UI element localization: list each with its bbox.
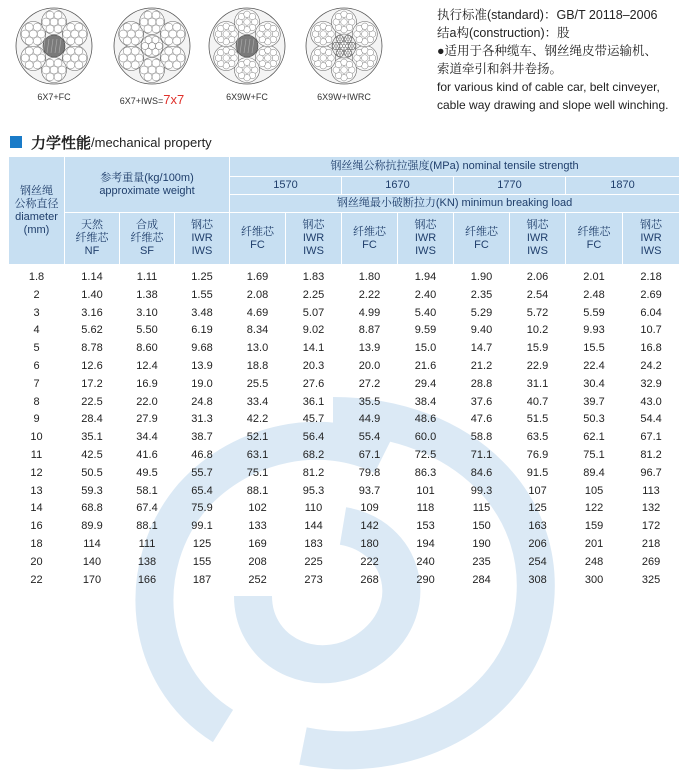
value-cell: 8.34	[246, 324, 269, 337]
table-row	[9, 572, 680, 590]
value-cell: 27.9	[136, 413, 158, 426]
value-cell: 125	[528, 502, 547, 515]
value-cell: 67.1	[358, 448, 381, 461]
table-row	[9, 305, 680, 323]
value-cell: 18.8	[246, 359, 269, 372]
value-cell: 71.1	[470, 448, 493, 461]
value-cell: 48.6	[414, 413, 437, 426]
value-cell: 68.8	[81, 502, 103, 515]
value-cell: 15.5	[583, 342, 605, 355]
value-cell: 43.0	[640, 395, 662, 408]
value-cell: 300	[584, 573, 604, 586]
value-cell: 76.9	[526, 448, 549, 461]
value-cell: 5.07	[302, 306, 325, 319]
value-cell: 6.04	[640, 306, 662, 319]
table-row	[9, 500, 680, 518]
rope-cross-section-icon	[207, 6, 287, 86]
value-cell: 65.4	[191, 484, 213, 497]
table-row	[9, 265, 680, 287]
value-cell: 142	[360, 520, 379, 533]
value-cell: 254	[528, 555, 547, 568]
value-cell: 12.4	[136, 359, 158, 372]
value-cell: 290	[416, 573, 435, 586]
value-cell: 60.0	[414, 431, 437, 444]
value-cell: 1.94	[414, 271, 437, 283]
value-cell: 24.2	[640, 359, 662, 372]
weight-col-iwr: 钢芯 IWR IWS	[175, 213, 230, 265]
value-cell: 153	[416, 520, 435, 533]
value-cell: 93.7	[358, 484, 381, 497]
value-cell: 27.6	[302, 377, 325, 390]
value-cell: 9.02	[302, 324, 325, 337]
value-cell: 42.2	[246, 413, 269, 426]
load-col-iwr: 钢芯 IWR IWS	[398, 213, 454, 265]
value-cell: 14.7	[470, 342, 493, 355]
value-cell: 58.8	[470, 431, 493, 444]
diameter-cell: 1.8	[28, 271, 45, 283]
diameter-header: 钢丝绳 公称直径 diameter (mm)	[9, 157, 65, 265]
table-row	[9, 554, 680, 572]
value-cell: 5.62	[81, 324, 103, 337]
value-cell: 50.3	[583, 413, 605, 426]
rope-cross-section-icon	[304, 6, 384, 86]
value-cell: 27.2	[358, 377, 381, 390]
value-cell: 99.1	[191, 520, 213, 533]
value-cell: 46.8	[191, 448, 213, 461]
value-cell: 38.4	[414, 395, 437, 408]
value-cell: 10.2	[526, 324, 549, 337]
value-cell: 114	[83, 537, 101, 550]
value-cell: 75.1	[583, 448, 605, 461]
weight-header: 参考重量(kg/100m) approximate weight	[65, 157, 230, 213]
value-cell: 325	[641, 573, 661, 586]
value-cell: 22.0	[136, 395, 158, 408]
value-cell: 81.2	[640, 448, 662, 461]
spec-standard: 执行标准(standard)：GB/T 20118–2006	[437, 8, 658, 22]
value-cell: 39.7	[583, 395, 605, 408]
table-header	[9, 157, 680, 265]
value-cell: 3.10	[136, 306, 158, 319]
value-cell: 16.8	[640, 342, 662, 355]
value-cell: 5.72	[526, 306, 549, 319]
diameter-cell: 20	[30, 555, 43, 568]
table-row	[9, 465, 680, 483]
value-cell: 4.69	[246, 306, 269, 319]
diagram-6x7-fc	[6, 6, 102, 102]
value-cell: 15.9	[526, 342, 549, 355]
mechanical-property-table	[8, 156, 679, 589]
value-cell: 51.5	[526, 413, 549, 426]
value-cell: 58.1	[136, 484, 158, 497]
spec-block	[437, 6, 682, 114]
table-row	[9, 429, 680, 447]
table-row	[9, 376, 680, 394]
value-cell: 50.5	[81, 466, 103, 479]
value-cell: 19.0	[191, 377, 213, 390]
spec-usage-en-2: cable way drawing and slope well winching.	[437, 98, 669, 112]
value-cell: 10.7	[640, 324, 662, 337]
value-cell: 235	[472, 555, 491, 568]
diameter-cell: 8	[33, 395, 40, 408]
grade-header: 1670	[342, 177, 454, 195]
strength-header: 钢丝绳公称抗拉强度(MPa) nominal tensile strength	[230, 157, 680, 177]
value-cell: 9.93	[583, 324, 605, 337]
grade-header: 1570	[230, 177, 342, 195]
value-cell: 52.1	[246, 431, 269, 444]
value-cell: 38.7	[191, 431, 213, 444]
value-cell: 159	[584, 520, 604, 533]
table-row	[9, 411, 680, 429]
value-cell: 68.2	[302, 448, 325, 461]
value-cell: 166	[137, 573, 157, 586]
value-cell: 16.9	[136, 377, 158, 390]
value-cell: 107	[528, 484, 547, 497]
value-cell: 81.2	[302, 466, 325, 479]
section-title-en: /mechanical property	[91, 134, 212, 150]
diagram-label: 6X7+FC	[37, 92, 71, 102]
value-cell: 2.08	[246, 288, 269, 301]
value-cell: 1.40	[81, 288, 103, 301]
value-cell: 22.9	[526, 359, 549, 372]
load-col-fc: 纤维芯 FC	[230, 213, 286, 265]
value-cell: 2.18	[640, 271, 662, 283]
load-col-iwr: 钢芯 IWR IWS	[623, 213, 680, 265]
value-cell: 183	[304, 537, 323, 550]
value-cell: 150	[472, 520, 491, 533]
diameter-cell: 7	[33, 377, 40, 390]
value-cell: 206	[528, 537, 547, 550]
value-cell: 102	[248, 502, 267, 515]
value-cell: 29.4	[414, 377, 437, 390]
value-cell: 2.48	[583, 288, 605, 301]
value-cell: 14.1	[302, 342, 325, 355]
value-cell: 13.0	[246, 342, 269, 355]
load-col-fc: 纤维芯 FC	[342, 213, 398, 265]
value-cell: 41.6	[136, 448, 158, 461]
value-cell: 169	[248, 537, 267, 550]
value-cell: 62.1	[583, 431, 605, 444]
value-cell: 84.6	[470, 466, 493, 479]
value-cell: 1.38	[136, 288, 158, 301]
table-row	[9, 483, 680, 501]
value-cell: 42.5	[81, 448, 103, 461]
value-cell: 125	[192, 537, 212, 550]
value-cell: 269	[641, 555, 661, 568]
grade-header: 1770	[454, 177, 566, 195]
value-cell: 20.3	[302, 359, 325, 372]
value-cell: 9.40	[470, 324, 493, 337]
subheader-row	[9, 213, 680, 265]
diagram-6x9w-fc	[199, 6, 295, 102]
value-cell: 140	[82, 555, 102, 568]
weight-col-nf: 天然 纤维芯 NF	[65, 213, 120, 265]
value-cell: 170	[82, 573, 102, 586]
load-col-iwr: 钢芯 IWR IWS	[510, 213, 566, 265]
value-cell: 35.1	[81, 431, 103, 444]
value-cell: 67.4	[136, 502, 158, 515]
value-cell: 3.16	[81, 306, 103, 319]
table-row	[9, 322, 680, 340]
value-cell: 17.2	[81, 377, 103, 390]
value-cell: 109	[360, 502, 379, 515]
value-cell: 21.6	[414, 359, 437, 372]
weight-col-sf: 合成 纤维芯 SF	[120, 213, 175, 265]
value-cell: 1.55	[191, 288, 213, 301]
value-cell: 12.6	[81, 359, 103, 372]
data-table	[8, 156, 680, 589]
rope-cross-section-icon	[112, 6, 192, 86]
value-cell: 22.4	[583, 359, 605, 372]
diameter-cell: 12	[30, 466, 43, 479]
value-cell: 132	[641, 502, 661, 515]
value-cell: 13.9	[191, 359, 213, 372]
diameter-cell: 3	[33, 306, 40, 319]
table-body	[9, 265, 680, 590]
value-cell: 1.83	[302, 271, 325, 283]
value-cell: 49.5	[136, 466, 158, 479]
diagram-6x9w-iwrc	[296, 6, 392, 102]
value-cell: 86.3	[414, 466, 437, 479]
value-cell: 4.99	[358, 306, 381, 319]
value-cell: 88.1	[246, 484, 269, 497]
value-cell: 248	[584, 555, 604, 568]
value-cell: 273	[304, 573, 323, 586]
spec-usage-zh-1: ●适用于各种缆车、钢丝绳皮带运输机、	[437, 44, 658, 58]
value-cell: 25.5	[246, 377, 269, 390]
value-cell: 2.69	[640, 288, 662, 301]
value-cell: 28.4	[81, 413, 103, 426]
value-cell: 91.5	[526, 466, 549, 479]
value-cell: 21.2	[470, 359, 493, 372]
value-cell: 20.0	[358, 359, 381, 372]
diameter-cell: 5	[33, 342, 40, 355]
diagram-label: 6X9W+FC	[226, 92, 268, 102]
value-cell: 2.25	[302, 288, 325, 301]
value-cell: 95.3	[302, 484, 325, 497]
value-cell: 2.35	[470, 288, 493, 301]
value-cell: 45.7	[302, 413, 325, 426]
value-cell: 187	[192, 573, 212, 586]
value-cell: 115	[472, 502, 491, 515]
value-cell: 190	[472, 537, 491, 550]
load-col-iwr: 钢芯 IWR IWS	[286, 213, 342, 265]
table-row	[9, 287, 680, 305]
value-cell: 67.1	[640, 431, 662, 444]
value-cell: 308	[528, 573, 547, 586]
value-cell: 1.11	[136, 271, 158, 283]
value-cell: 34.4	[136, 431, 158, 444]
value-cell: 2.06	[526, 271, 549, 283]
value-cell: 5.29	[470, 306, 493, 319]
value-cell: 89.4	[583, 466, 605, 479]
spec-usage-zh-2: 索道牵引和斜井卷扬。	[437, 62, 563, 76]
diameter-cell: 16	[30, 520, 43, 533]
value-cell: 1.25	[191, 271, 213, 283]
value-cell: 2.40	[414, 288, 437, 301]
value-cell: 222	[360, 555, 379, 568]
table-row	[9, 358, 680, 376]
table-row	[9, 518, 680, 536]
value-cell: 9.68	[191, 342, 213, 355]
value-cell: 63.5	[526, 431, 549, 444]
diameter-cell: 6	[33, 359, 40, 372]
value-cell: 5.50	[136, 324, 158, 337]
value-cell: 225	[304, 555, 323, 568]
diameter-cell: 10	[30, 431, 43, 444]
value-cell: 24.8	[191, 395, 213, 408]
value-cell: 122	[584, 502, 604, 515]
load-col-fc: 纤维芯 FC	[566, 213, 623, 265]
value-cell: 8.87	[358, 324, 381, 337]
table-row	[9, 447, 680, 465]
value-cell: 89.9	[81, 520, 103, 533]
value-cell: 75.1	[246, 466, 269, 479]
value-cell: 56.4	[302, 431, 325, 444]
value-cell: 118	[416, 502, 435, 515]
value-cell: 54.4	[640, 413, 662, 426]
value-cell: 2.22	[358, 288, 381, 301]
diameter-cell: 11	[30, 448, 43, 461]
diagram-label: 6X7+IWS=7x7	[119, 92, 185, 107]
diagram-6x7-iws	[104, 6, 200, 107]
value-cell: 47.6	[470, 413, 493, 426]
spec-construction: 结a构(construction)：股	[437, 26, 570, 40]
rope-diagrams	[0, 0, 400, 120]
value-cell: 218	[641, 537, 661, 550]
diagram-label-highlight: 7x7	[163, 92, 185, 107]
value-cell: 155	[192, 555, 212, 568]
value-cell: 144	[304, 520, 323, 533]
rope-cross-section-icon	[14, 6, 94, 86]
value-cell: 31.1	[526, 377, 549, 390]
value-cell: 36.1	[302, 395, 325, 408]
diameter-cell: 4	[33, 324, 40, 337]
value-cell: 208	[248, 555, 267, 568]
value-cell: 6.19	[191, 324, 213, 337]
value-cell: 59.3	[81, 484, 103, 497]
value-cell: 240	[416, 555, 435, 568]
value-cell: 2.01	[583, 271, 605, 283]
value-cell: 35.5	[358, 395, 381, 408]
diameter-cell: 22	[30, 573, 43, 586]
value-cell: 133	[248, 520, 267, 533]
value-cell: 1.90	[470, 271, 493, 283]
table-row	[9, 536, 680, 554]
value-cell: 101	[416, 484, 435, 497]
diameter-cell: 14	[30, 502, 43, 515]
value-cell: 110	[304, 502, 323, 515]
value-cell: 1.69	[246, 271, 269, 283]
diameter-cell: 9	[33, 413, 40, 426]
value-cell: 33.4	[246, 395, 269, 408]
value-cell: 113	[642, 484, 660, 497]
load-col-fc: 纤维芯 FC	[454, 213, 510, 265]
value-cell: 72.5	[414, 448, 437, 461]
value-cell: 201	[584, 537, 604, 550]
table-row	[9, 394, 680, 412]
section-marker-icon	[10, 136, 22, 148]
value-cell: 88.1	[136, 520, 158, 533]
diameter-cell: 18	[30, 537, 43, 550]
diagram-label: 6X9W+IWRC	[317, 92, 371, 102]
value-cell: 284	[472, 573, 491, 586]
value-cell: 99.3	[470, 484, 493, 497]
value-cell: 111	[138, 537, 156, 550]
value-cell: 138	[137, 555, 157, 568]
value-cell: 55.7	[191, 466, 213, 479]
value-cell: 37.6	[470, 395, 493, 408]
value-cell: 44.9	[358, 413, 381, 426]
value-cell: 252	[248, 573, 267, 586]
spec-usage-en-1: for various kind of cable car, belt cinveyer,	[437, 80, 660, 94]
grade-header: 1870	[566, 177, 680, 195]
section-title	[10, 132, 212, 152]
value-cell: 28.8	[470, 377, 493, 390]
value-cell: 40.7	[526, 395, 549, 408]
value-cell: 268	[360, 573, 379, 586]
value-cell: 180	[360, 537, 379, 550]
value-cell: 96.7	[640, 466, 662, 479]
value-cell: 79.8	[358, 466, 381, 479]
value-cell: 194	[416, 537, 435, 550]
section-title-zh: 力学性能	[31, 134, 92, 152]
value-cell: 30.4	[583, 377, 605, 390]
value-cell: 5.59	[583, 306, 605, 319]
diameter-cell: 2	[33, 288, 40, 301]
value-cell: 8.60	[136, 342, 158, 355]
value-cell: 31.3	[191, 413, 213, 426]
value-cell: 2.54	[526, 288, 549, 301]
value-cell: 3.48	[191, 306, 213, 319]
diameter-cell: 13	[30, 484, 43, 497]
value-cell: 15.0	[414, 342, 437, 355]
value-cell: 172	[641, 520, 661, 533]
value-cell: 9.59	[414, 324, 437, 337]
breaking-load-header: 钢丝绳最小破断拉力(KN) minimun breaking load	[230, 195, 680, 213]
value-cell: 75.9	[191, 502, 213, 515]
value-cell: 55.4	[358, 431, 381, 444]
value-cell: 13.9	[358, 342, 381, 355]
value-cell: 105	[584, 484, 604, 497]
value-cell: 163	[528, 520, 547, 533]
value-cell: 5.40	[414, 306, 437, 319]
value-cell: 8.78	[81, 342, 103, 355]
value-cell: 32.9	[640, 377, 662, 390]
value-cell: 22.5	[81, 395, 103, 408]
value-cell: 1.14	[81, 271, 103, 283]
table-row	[9, 340, 680, 358]
value-cell: 1.80	[358, 271, 381, 283]
value-cell: 63.1	[246, 448, 269, 461]
